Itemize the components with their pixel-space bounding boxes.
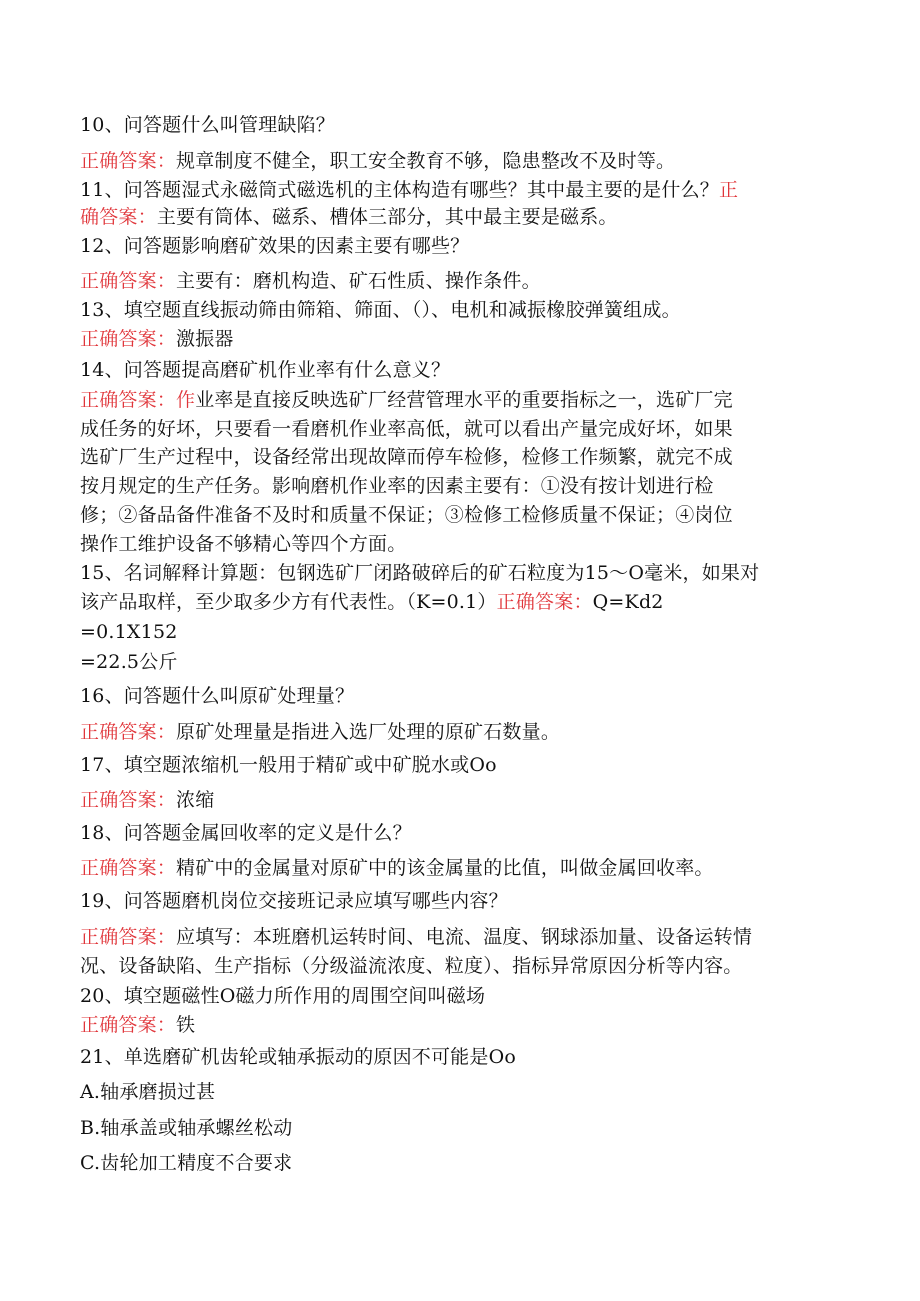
answer-text: 原矿处理量是指进入选厂处理的原矿石数量。 <box>176 721 561 743</box>
question-15-line-1: 15、名词解释计算题：包钢选矿厂闭路破碎后的矿石粒度为15～O毫米，如果对 <box>80 562 760 584</box>
question-18: 18、问答题金属回收率的定义是什么？ <box>80 822 412 844</box>
answer-label: 正确答案： <box>80 150 177 172</box>
answer-10 <box>80 149 675 173</box>
answer-label: 正确答案： <box>496 591 593 613</box>
answer-text: 激振器 <box>176 328 234 350</box>
answer-text: Q=Kd2 <box>592 591 664 613</box>
question-16: 16、问答题什么叫原矿处理量？ <box>80 685 355 707</box>
answer-label: 正确答案： <box>80 926 177 948</box>
question-21: 21、单选磨矿机齿轮或轴承振动的原因不可能是Oo <box>80 1046 516 1068</box>
answer-text: 精矿中的金属量对原矿中的该金属量的比值，叫做金属回收率。 <box>176 857 714 879</box>
question-text: 11、问答题湿式永磁筒式磁选机的主体构造有哪些？其中最主要的是什么？ <box>80 179 719 201</box>
option-b: B.轴承盖或轴承螺丝松动 <box>80 1117 293 1139</box>
answer-text: 主要有：磨机构造、矿石性质、操作条件。 <box>176 270 541 292</box>
answer-19-line-1 <box>80 925 752 949</box>
answer-15-line-3: =22.5公斤 <box>80 651 178 673</box>
question-13: 13、填空题直线振动筛由筛箱、筛面、（）、电机和减振橡胶弹簧组成。 <box>80 299 681 321</box>
answer-text: 规章制度不健全，职工安全教育不够，隐患整改不及时等。 <box>176 150 676 172</box>
question-10: 10、问答题什么叫管理缺陷？ <box>80 114 335 136</box>
answer-18 <box>80 856 714 880</box>
answer-label-part: 正 <box>718 179 739 201</box>
answer-label: 正确答案： <box>80 328 177 350</box>
answer-label: 正确答案： <box>80 1014 177 1036</box>
answer-14-line-1 <box>80 388 733 412</box>
question-15-line-2 <box>80 590 664 614</box>
question-14: 14、问答题提高磨矿机作业率有什么意义？ <box>80 359 451 381</box>
question-19: 19、问答题磨机岗位交接班记录应填写哪些内容？ <box>80 890 508 912</box>
answer-label: 正确答案： <box>80 270 177 292</box>
answer-text: 业率是直接反映选矿厂经营管理水平的重要指标之一，选矿厂完 <box>195 389 733 411</box>
answer-13 <box>80 327 234 351</box>
answer-20 <box>80 1013 195 1037</box>
answer-16 <box>80 720 560 744</box>
question-text: 该产品取样，至少取多少方有代表性。（K=0.1） <box>80 591 497 613</box>
question-12: 12、问答题影响磨矿效果的因素主要有哪些？ <box>80 235 470 257</box>
answer-label: 正确答案： <box>80 789 177 811</box>
question-11 <box>80 178 738 202</box>
question-20: 20、填空题磁性O磁力所作用的周围空间叫磁场 <box>80 985 486 1007</box>
answer-14-line-2: 成任务的好坏，只要看一看磨机作业率高低，就可以看出产量完成好坏，如果 <box>80 418 733 440</box>
answer-17 <box>80 788 214 812</box>
answer-14-line-5: 修；②备品备件准备不及时和质量不保证；③检修工检修质量不保证；④岗位 <box>80 504 733 526</box>
answer-15-line-2: =0.1X152 <box>80 621 178 643</box>
answer-text: 应填写：本班磨机运转时间、电流、温度、钢球添加量、设备运转情 <box>176 926 753 948</box>
option-c: C.齿轮加工精度不合要求 <box>80 1152 293 1174</box>
answer-11 <box>80 205 618 229</box>
answer-label: 正确答案： <box>80 857 177 879</box>
answer-text: 浓缩 <box>176 789 215 811</box>
answer-label: 正确答案：作 <box>80 389 196 411</box>
answer-14-line-4: 按月规定的生产任务。影响磨机作业率的因素主要有：①没有按计划进行检 <box>80 475 714 497</box>
option-a: A.轴承磨损过甚 <box>80 1081 216 1103</box>
answer-12 <box>80 269 541 293</box>
answer-label-part: 确答案： <box>80 206 157 228</box>
answer-19-line-2: 况、设备缺陷、生产指标（分级溢流浓度、粒度）、指标异常原因分析等内容。 <box>80 955 743 977</box>
answer-14-line-6: 操作工维护设备不够精心等四个方面。 <box>80 533 407 555</box>
answer-label: 正确答案： <box>80 721 177 743</box>
answer-text: 主要有筒体、磁系、槽体三部分，其中最主要是磁系。 <box>156 206 618 228</box>
question-17: 17、填空题浓缩机一般用于精矿或中矿脱水或Oo <box>80 754 497 776</box>
answer-text: 铁 <box>176 1014 196 1036</box>
answer-14-line-3: 选矿厂生产过程中，设备经常出现故障而停车检修，检修工作频繁，就完不成 <box>80 446 733 468</box>
